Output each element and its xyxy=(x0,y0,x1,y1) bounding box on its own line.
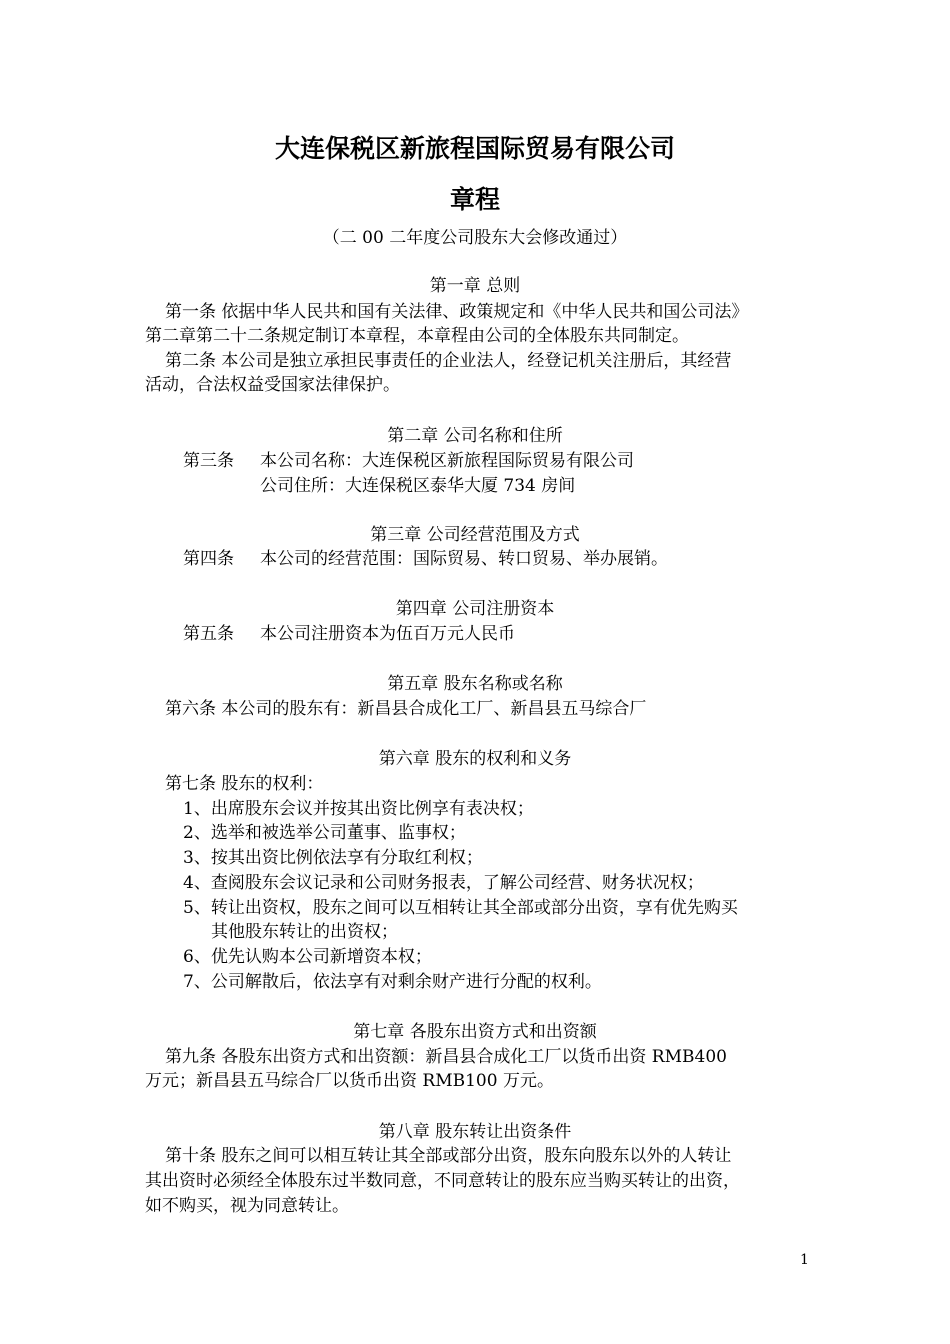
article-9-line-1: 第九条 各股东出资方式和出资额：新昌县合成化工厂以货币出资 RMB400 xyxy=(165,1047,727,1067)
page-number: 1 xyxy=(800,1252,809,1268)
chapter-2-heading: 第二章 公司名称和住所 xyxy=(387,426,563,446)
article-3-label: 第三条 xyxy=(183,451,234,471)
article-3-company-name: 本公司名称：大连保税区新旅程国际贸易有限公司 xyxy=(260,451,634,471)
article-2-line-2: 活动，合法权益受国家法律保护。 xyxy=(145,375,400,395)
article-9-line-2: 万元；新昌县五马综合厂以货币出资 RMB100 万元。 xyxy=(145,1071,554,1091)
right-item-1: 1、出席股东会议并按其出资比例享有表决权； xyxy=(183,799,534,819)
document-title-charter: 章程 xyxy=(449,185,500,214)
document-subtitle: （二 00 二年度公司股东大会修改通过） xyxy=(322,228,628,248)
chapter-6-heading: 第六章 股东的权利和义务 xyxy=(378,749,572,769)
chapter-4-heading: 第四章 公司注册资本 xyxy=(395,599,555,619)
article-5-text: 本公司注册资本为伍百万元人民币 xyxy=(260,624,515,644)
chapter-3-heading: 第三章 公司经营范围及方式 xyxy=(370,525,580,545)
article-7-text: 第七条 股东的权利： xyxy=(165,774,324,794)
chapter-1-heading: 第一章 总则 xyxy=(429,276,521,296)
right-item-7: 7、公司解散后，依法享有对剩余财产进行分配的权利。 xyxy=(183,972,602,992)
article-4-label: 第四条 xyxy=(183,549,234,569)
right-item-5-continued: 其他股东转让的出资权； xyxy=(211,922,398,942)
chapter-8-heading: 第八章 股东转让出资条件 xyxy=(378,1122,572,1142)
article-6-text: 第六条 本公司的股东有：新昌县合成化工厂、新昌县五马综合厂 xyxy=(165,699,647,719)
right-item-3: 3、按其出资比例依法享有分取红利权； xyxy=(183,848,483,868)
article-4-text: 本公司的经营范围：国际贸易、转口贸易、举办展销。 xyxy=(260,549,668,569)
article-1-line-2: 第二章第二十二条规定制订本章程，本章程由公司的全体股东共同制定。 xyxy=(145,326,689,346)
right-item-6: 6、优先认购本公司新增资本权； xyxy=(183,947,432,967)
article-10-line-1: 第十条 股东之间可以相互转让其全部或部分出资，股东向股东以外的人转让 xyxy=(165,1146,732,1166)
chapter-5-heading: 第五章 股东名称或名称 xyxy=(387,674,563,694)
article-10-line-3: 如不购买，视为同意转让。 xyxy=(145,1196,349,1216)
right-item-2: 2、选举和被选举公司董事、监事权； xyxy=(183,823,466,843)
article-2-line-1: 第二条 本公司是独立承担民事责任的企业法人，经登记机关注册后，其经营 xyxy=(165,351,732,371)
right-item-4: 4、查阅股东会议记录和公司财务报表，了解公司经营、财务状况权； xyxy=(183,873,704,893)
article-5-label: 第五条 xyxy=(183,624,234,644)
article-3-company-address: 公司住所：大连保税区泰华大厦 734 房间 xyxy=(260,476,576,496)
article-10-line-2: 其出资时必须经全体股东过半数同意，不同意转让的股东应当购买转让的出资， xyxy=(145,1171,740,1191)
article-1-line-1: 第一条 依据中华人民共和国有关法律、政策规定和《中华人民共和国公司法》 xyxy=(165,302,749,322)
chapter-7-heading: 第七章 各股东出资方式和出资额 xyxy=(353,1022,597,1042)
right-item-5: 5、转让出资权，股东之间可以互相转让其全部或部分出资，享有优先购买 xyxy=(183,898,738,918)
document-title: 大连保税区新旅程国际贸易有限公司 xyxy=(274,134,675,163)
